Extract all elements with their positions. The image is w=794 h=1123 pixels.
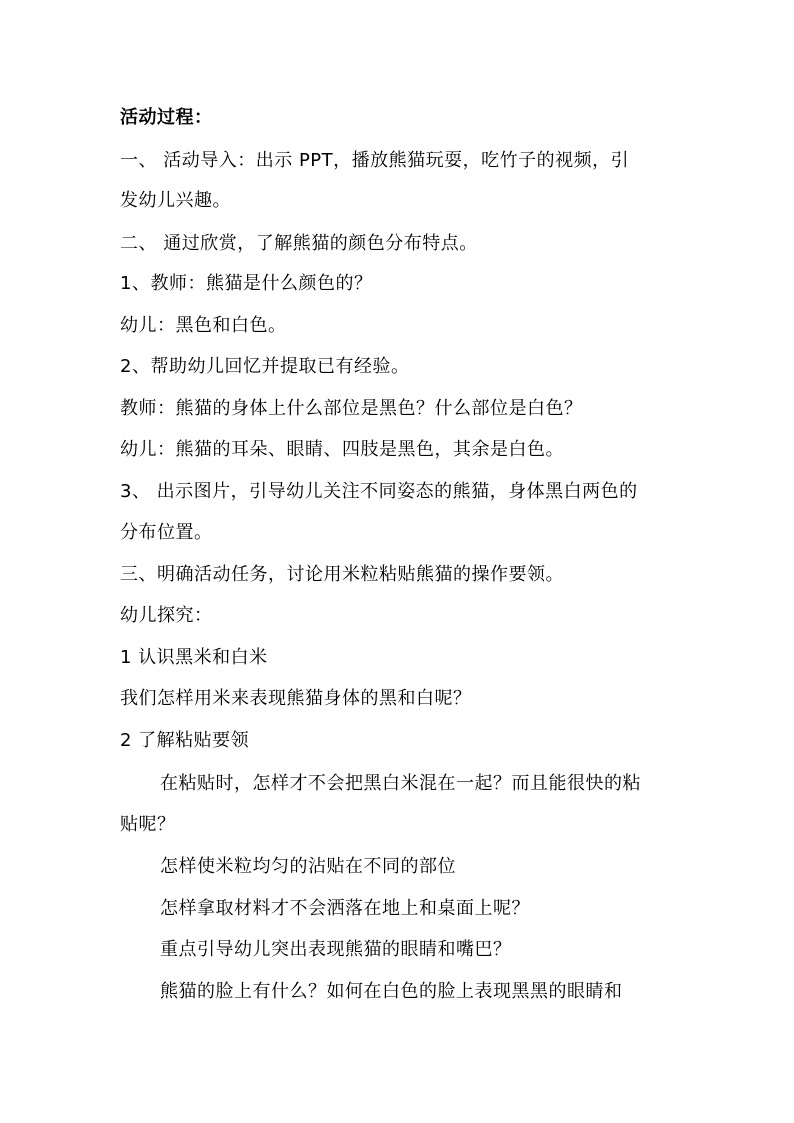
paragraph-line: 熊猫的脸上有什么？如何在白色的脸上表现黑黑的眼睛和 <box>160 981 623 1002</box>
paragraph-line: 幼儿：黑色和白色。 <box>120 315 287 336</box>
paragraph-line: 幼儿：熊猫的耳朵、眼睛、四肢是黑色，其余是白色。 <box>120 439 564 460</box>
paragraph-line: 我们怎样用米来表现熊猫身体的黑和白呢？ <box>120 688 472 709</box>
paragraph-line: 2 了解粘贴要领 <box>120 730 250 751</box>
paragraph-line: 3、 出示图片，引导幼儿关注不同姿态的熊猫，身体黑白两色的 <box>120 481 638 502</box>
paragraph-line: 发幼儿兴趣。 <box>120 190 231 211</box>
paragraph-line: 在粘贴时，怎样才不会把黑白米混在一起？而且能很快的粘 <box>160 773 641 794</box>
paragraph-line: 怎样拿取材料才不会洒落在地上和桌面上呢？ <box>160 898 530 919</box>
paragraph-line: 2、帮助幼儿回忆并提取已有经验。 <box>120 356 410 377</box>
paragraph-line: 1 认识黑米和白米 <box>120 647 268 668</box>
paragraph-line: 重点引导幼儿突出表现熊猫的眼睛和嘴巴？ <box>160 939 512 960</box>
paragraph-line: 三、明确活动任务，讨论用米粒粘贴熊猫的操作要领。 <box>120 564 564 585</box>
paragraph-line: 一、 活动导入：出示 PPT，播放熊猫玩耍，吃竹子的视频，引 <box>120 150 630 171</box>
paragraph-line: 1、教师：熊猫是什么颜色的？ <box>120 273 373 294</box>
paragraph-line: 幼儿探究： <box>120 605 213 626</box>
paragraph-line: 教师：熊猫的身体上什么部位是黑色？什么部位是白色？ <box>120 398 583 419</box>
paragraph-line: 二、 通过欣赏，了解熊猫的颜色分布特点。 <box>120 233 478 254</box>
paragraph-line: 怎样使米粒均匀的沾贴在不同的部位 <box>160 856 456 877</box>
paragraph-line: 分布位置。 <box>120 522 213 543</box>
section-heading: 活动过程： <box>120 107 213 128</box>
paragraph-line: 贴呢？ <box>120 814 176 835</box>
